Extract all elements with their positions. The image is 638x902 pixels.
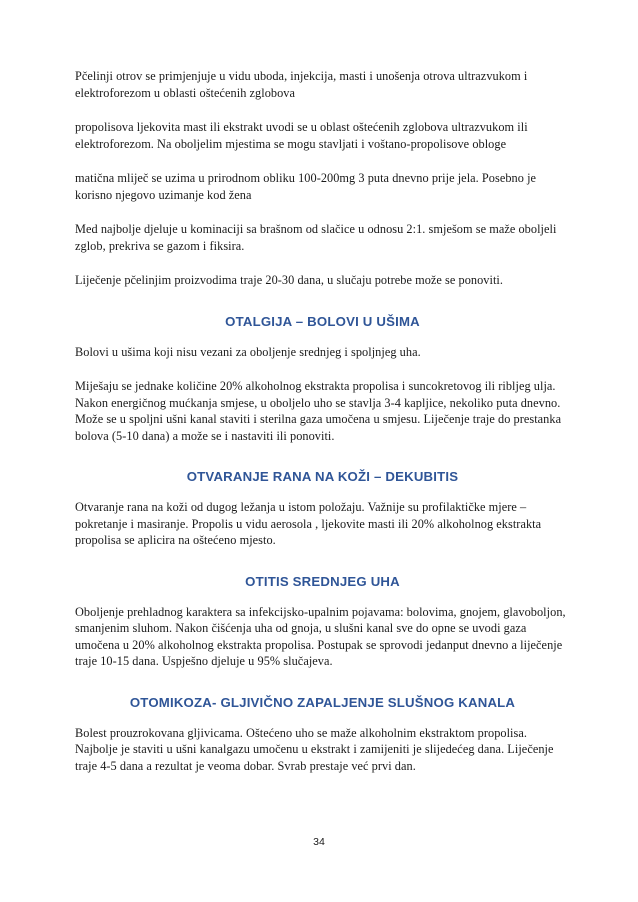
section-paragraph: Oboljenje prehladnog karaktera sa infekcijsko-upalnim pojavama: bolovima, gnojem, glavoboljon, smanjenim sluhom. Nakon čišćenja uha od gnoja, u slušni kanal sve do opne se uvodi gaza umočena u 20% alkoholnog ekstrakta propolisa. Postupak se sprovodi jedanput dnevno a liječenje traje 10-15 dana. Uspješno djeluje u 95% slučajeva. bbox=[75, 604, 566, 668]
intro-paragraph-royal-jelly: matična mliječ se uzima u prirodnom obliku 100-200mg 3 puta dnevno prije jela. Posebno je korisno njegovo uzimanje kod žena bbox=[75, 171, 537, 202]
section-heading-otitis: OTITIS SREDNJEG UHA bbox=[245, 573, 400, 589]
intro-paragraph-propolis-ointment: propolisova ljekovita mast ili ekstrakt uvodi se u oblast oštećenih zglobova ultrazvukom ili elektroforezom. Na oboljelim mjestima se mogu stavljati i voštano-propolisove obloge bbox=[75, 120, 528, 151]
intro-paragraph-bee-venom: Pčelinji otrov se primjenjuje u vidu uboda, injekcija, masti i unošenja otrova ultrazvukom i elektroforezom u oblasti oštećenih zglobova bbox=[75, 69, 528, 100]
section-paragraph: Bolest prouzrokovana gljivicama. Oštećeno uho se maže alkoholnim ekstraktom propolisa. Najbolje je staviti u ušni kanalgazu umočenu u ekstrakt i zamijeniti je slijedećeg dana. Liječenje traje 4-5 dana a rezultat je veoma dobar. Svrab prestaje već prvi dan. bbox=[75, 725, 554, 773]
intro-paragraph-honey: Med najbolje djeluje u kominaciji sa brašnom od slačice u odnosu 2:1. smješom se maže oboljeli zglob, prekriva se gazom i fiksira. bbox=[75, 222, 557, 253]
section-paragraph: Miješaju se jednake količine 20% alkoholnog ekstrakta propolisa i suncokretovog ili ribljeg ulja. Nakon energičnog mućkanja smjese, u oboljelo uho se stavlja 3-4 kapljice, nekoliko puta dnevno. Može se u spoljni ušni kanal staviti i sterilna gaza umočena u smjesu. Liječenje traje do prestanka bolova (5-10 dana) a može se i nastaviti ili ponoviti. bbox=[75, 379, 562, 443]
section-paragraph: Otvaranje rana na koži od dugog ležanja u istom položaju. Važnije su profilaktičke mjere – pokretanje i masiranje. Propolis u vidu aerosola , ljekovite masti ili 20% alkoholnog ekstrakta propolisa se aplicira na oštećeno mjesto. bbox=[75, 500, 542, 547]
document-page bbox=[75, 68, 570, 774]
section-heading-otalgija: OTALGIJA – BOLOVI U UŠIMA bbox=[225, 313, 420, 329]
section-paragraph: Bolovi u ušima koji nisu vezani za oboljenje srednjeg i spoljnjeg uha. bbox=[75, 344, 421, 359]
section-heading-dekubitis: OTVARANJE RANA NA KOŽI – DEKUBITIS bbox=[186, 469, 459, 484]
intro-paragraph-duration: Liječenje pčelinjim proizvodima traje 20-30 dana, u slučaju potrebe može se ponoviti. bbox=[75, 273, 504, 287]
section-heading-otomikoza: OTOMIKOZA- GLJIVIČNO ZAPALJENJE SLUŠNOG KANALA bbox=[129, 694, 516, 710]
page-number: 34 bbox=[313, 836, 325, 848]
